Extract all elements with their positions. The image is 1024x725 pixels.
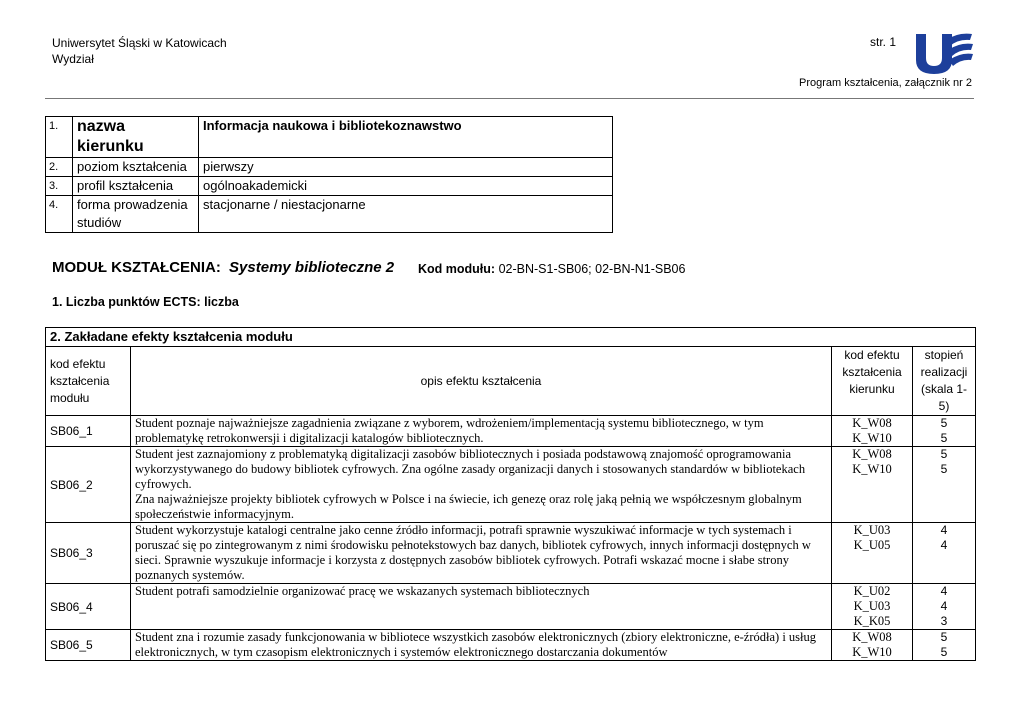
module-title [52,259,394,276]
levels [913,630,976,661]
field-value: pierwszy [199,158,613,177]
field-codes [832,630,913,661]
effect-description: Student potrafi samodzielnie organizować pracę we wskazanych systemach bibliotecznych [131,584,832,630]
effect-description: Student zna i rozumie zasady funkcjonowania w bibliotece wszystkich zasobów elektronicznych (zbiory elektroniczne, e-źródła) i usług elektronicznych, w tym czasopism elektronicznych i systemów elektronicznego dostarczania dokumentów [131,630,832,661]
level-value: 4 [940,523,948,537]
faculty-name: Wydział [52,52,94,66]
level-value: 5 [940,416,948,430]
table-row [46,196,613,233]
level-value: 5 [940,431,948,445]
attachment-label: Program kształcenia, załącznik nr 2 [798,77,972,89]
effect-description-part: Student jest zaznajomiony z problematyką digitalizacji zasobów bibliotecznych i posiada podstawową znajomość oprogramowania wykorzystywanego do budowy bibliotek cyfrowych. Zna ogólne zasady organizacji danych i stosowanych standardów w bibliotekach cyfrowych. [135,447,806,491]
field-code: K_W10 [852,431,892,445]
header-level: stopień realizacji (skala 1-5) [913,347,976,416]
levels [913,416,976,447]
field-code: K_W08 [852,416,892,430]
module-code [418,262,685,276]
module-code-label: Kod modułu: [418,262,496,276]
effect-code: SB06_2 [46,447,131,523]
row-number: 4. [46,196,73,233]
table-row [46,447,976,523]
section-row [46,328,976,347]
level-value: 5 [940,630,948,644]
university-logo-icon [912,30,974,76]
field-label: nazwa kierunku [73,117,199,158]
module-code-value: 02-BN-S1-SB06; 02-BN-N1-SB06 [498,262,686,276]
table-row [46,630,976,661]
level-value: 4 [940,538,948,552]
field-value: stacjonarne / niestacjonarne [199,196,613,233]
section-title: 2. Zakładane efekty kształcenia modułu [46,328,976,347]
table-row [46,177,613,196]
field-code: K_U03 [853,599,891,613]
document-header [52,35,227,67]
row-number: 3. [46,177,73,196]
field-value: Informacja naukowa i bibliotekoznawstwo [199,117,613,158]
levels [913,523,976,584]
field-code: K_W10 [852,462,892,476]
field-label: profil kształcenia [73,177,199,196]
effect-description: Student poznaje najważniejsze zagadnienia związane z wyborem, wdrożeniem/implementacją systemu bibliotecznego, w tym problematykę retrokonwersji i digitalizacji katalogów bibliotecznych. [131,416,832,447]
field-code: K_W08 [852,630,892,644]
field-code: K_U05 [853,538,891,552]
field-codes [832,584,913,630]
effect-description [131,447,832,523]
header-code: kod efektu kształcenia modułu [46,347,131,416]
effect-description-part: Zna najważniejsze projekty bibliotek cyfrowych w Polsce i na świecie, ich genezę oraz rolę jaką pełnią we współczesnym globalnym społeczeństwie informacyjnym. [135,492,802,521]
row-number: 2. [46,158,73,177]
table-row [46,416,976,447]
levels [913,447,976,523]
effect-code: SB06_5 [46,630,131,661]
row-number: 1. [46,117,73,158]
field-code: K_U02 [853,584,891,598]
level-value: 5 [940,462,948,476]
university-name: Uniwersytet Śląski w Katowicach [52,36,227,50]
header-divider [45,98,974,99]
field-codes [832,523,913,584]
field-code: K_W08 [852,447,892,461]
module-name: Systemy biblioteczne 2 [229,259,395,276]
effect-code: SB06_3 [46,523,131,584]
table-row [46,158,613,177]
effect-description: Student wykorzystuje katalogi centralne jako cenne źródło informacji, potrafi sprawnie wyszukiwać informacje w tych systemach i poruszać się po zintegrowanym z nimi środowisku pełnotekstowych baz danych, bibliotek cyfrowych, innych informacji dostępnych w sieci. Sprawnie wyszukuje informacje i korzysta z dostępnych zasobów bibliotek cyfrowych. Potrafi wskazać mocne i słabe strony poznanych systemów. [131,523,832,584]
levels [913,584,976,630]
effect-code: SB06_4 [46,584,131,630]
page-number: str. 1 [870,35,897,49]
level-value: 3 [940,614,948,628]
level-value: 4 [940,584,948,598]
field-code: K_U03 [853,523,891,537]
ects-heading: 1. Liczba punktów ECTS: liczba [52,295,239,309]
header-row [46,347,976,416]
field-code: K_W10 [852,645,892,659]
field-codes [832,416,913,447]
field-value: ogólnoakademicki [199,177,613,196]
field-codes [832,447,913,523]
course-info-table [45,116,613,233]
field-code: K_K05 [853,614,891,628]
effect-code: SB06_1 [46,416,131,447]
learning-outcomes-table [45,327,976,661]
module-prefix: MODUŁ KSZTAŁCENIA: [52,259,221,276]
level-value: 4 [940,599,948,613]
level-value: 5 [940,447,948,461]
field-label: forma prowadzenia studiów [73,196,199,233]
table-row [46,523,976,584]
header-description: opis efektu kształcenia [131,347,832,416]
header-field-code: kod efektu kształcenia kierunku [832,347,913,416]
field-label: poziom kształcenia [73,158,199,177]
level-value: 5 [940,645,948,659]
table-row [46,584,976,630]
table-row [46,117,613,158]
